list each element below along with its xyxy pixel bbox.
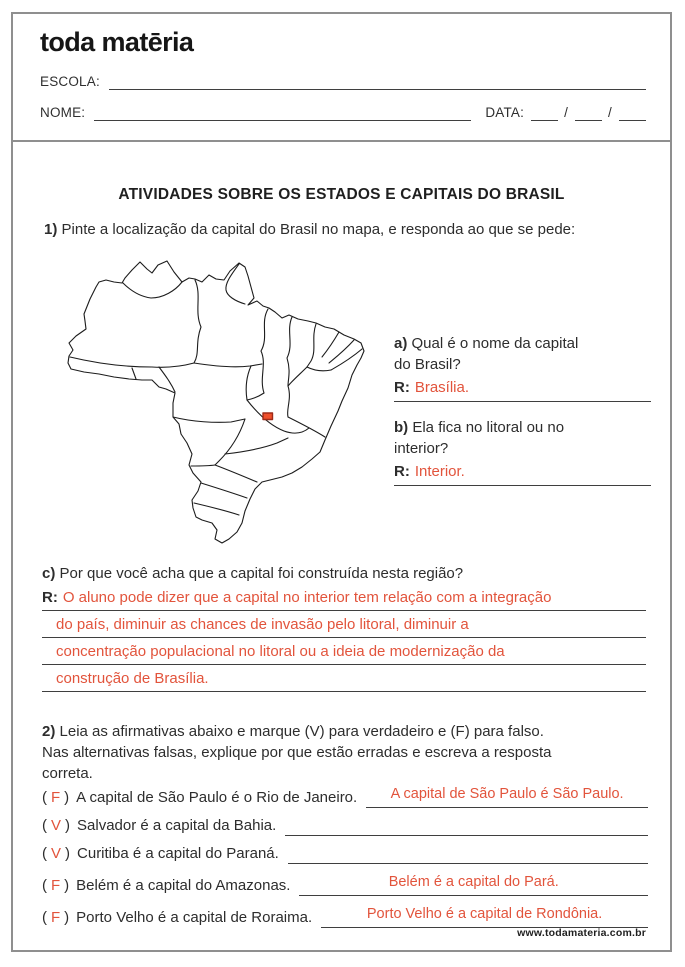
- question-2-line1: [42, 721, 658, 742]
- answer-b-text: Interior.: [414, 463, 465, 480]
- vf-correction-line-3: [288, 861, 648, 864]
- name-write-line: [94, 106, 471, 121]
- question-a-number: a): [394, 335, 408, 352]
- vf-statement-4: Belém é a capital do Amazonas.: [76, 877, 291, 894]
- answer-a-r-label: R:: [394, 379, 410, 396]
- header-box: [11, 12, 672, 142]
- paren-open: (: [42, 817, 47, 834]
- question-2-text1: Leia as afirmativas abaixo e marque (V) para verdadeiro e (F) para falso.: [59, 723, 544, 740]
- vf-statement-1: A capital de São Paulo é o Rio de Janeiro.: [76, 789, 358, 806]
- question-2-line2: Nas alternativas falsas, explique por que estão erradas e escreva a resposta: [42, 744, 552, 761]
- question-2-line3: correta.: [42, 765, 93, 782]
- vf-item-1: [42, 783, 648, 808]
- answer-c-text-1: O aluno pode dizer que a capital no interior tem relação com a integração: [62, 589, 552, 606]
- question-1-text: Pinte a localização da capital do Brasil no mapa, e responda ao que se pede:: [61, 221, 576, 238]
- vf-correction-line-4: [299, 871, 648, 896]
- date-year-line: [619, 106, 646, 121]
- vf-mark-4: F: [51, 877, 61, 894]
- paren-close: ): [65, 845, 71, 862]
- brazil-outline: [68, 261, 364, 543]
- school-label: ESCOLA:: [40, 74, 100, 89]
- answer-c-r-label: R:: [42, 589, 58, 606]
- worksheet-title: ATIVIDADES SOBRE OS ESTADOS E CAPITAIS DO BRASIL: [118, 186, 565, 203]
- answer-c-line-2: [42, 611, 646, 638]
- vf-item-4: [42, 871, 648, 896]
- paren-open: (: [42, 909, 47, 926]
- question-a-text1: Qual é o nome da capital: [411, 335, 579, 352]
- question-b: [394, 417, 651, 486]
- paren-close: ): [64, 909, 70, 926]
- paren-close: ): [64, 877, 70, 894]
- question-2: [42, 721, 658, 784]
- question-c: [42, 564, 646, 692]
- name-label: NOME:: [40, 105, 86, 120]
- question-b-line1: [394, 417, 651, 438]
- answer-c-text-3: concentração populacional no litoral ou a ideia de modernização da: [56, 643, 505, 660]
- brazil-map: [55, 251, 377, 547]
- paren-open: (: [42, 789, 47, 806]
- question-a-line2: do Brasil?: [394, 356, 461, 373]
- vf-item-3: [42, 843, 648, 864]
- question-1: [44, 219, 656, 240]
- paren-close: ): [65, 817, 71, 834]
- vf-correction-line-2: [285, 833, 648, 836]
- true-false-list: [42, 783, 648, 935]
- question-a-line1: [394, 333, 651, 354]
- answer-c-text-4: construção de Brasília.: [56, 670, 209, 687]
- question-1-number: 1): [44, 221, 58, 238]
- date-slash: /: [564, 105, 569, 120]
- question-c-question: Por que você acha que a capital foi construída nesta região?: [59, 565, 464, 582]
- question-c-text: [42, 564, 646, 584]
- vf-correction-1: A capital de São Paulo é São Paulo.: [390, 786, 624, 802]
- answer-c-text-2: do país, diminuir as chances de invasão pelo litoral, diminuir a: [56, 616, 469, 633]
- answer-b-r-label: R:: [394, 463, 410, 480]
- date-slash: /: [608, 105, 612, 120]
- answer-c-line-1: [42, 584, 646, 611]
- date-day-line: [531, 106, 558, 121]
- school-write-line: [109, 75, 646, 90]
- school-field-row: [40, 74, 646, 90]
- paren-open: (: [42, 845, 47, 862]
- question-c-number: c): [42, 565, 56, 582]
- question-2-number: 2): [42, 723, 56, 740]
- map-questions-column: [394, 333, 651, 486]
- vf-mark-2: V: [51, 817, 62, 834]
- vf-mark-3: V: [51, 845, 62, 862]
- paren-open: (: [42, 877, 47, 894]
- vf-correction-line-1: [366, 783, 648, 808]
- vf-statement-3: Curitiba é a capital do Paraná.: [77, 845, 279, 862]
- brasilia-marker: [263, 413, 273, 420]
- paren-close: ): [64, 789, 70, 806]
- question-a: [394, 333, 651, 402]
- vf-correction-line-5: [321, 903, 648, 928]
- vf-item-5: [42, 903, 648, 928]
- activity-box: [11, 140, 672, 952]
- vf-correction-5: Porto Velho é a capital de Rondônia.: [366, 906, 603, 922]
- date-label: DATA:: [485, 105, 525, 120]
- vf-mark-1: F: [51, 789, 61, 806]
- name-date-row: [40, 105, 646, 121]
- answer-a-line: [394, 377, 651, 402]
- site-url: www.todamateria.com.br: [517, 927, 646, 939]
- answer-b-line: [394, 461, 651, 486]
- date-month-line: [575, 106, 602, 121]
- vf-statement-5: Porto Velho é a capital de Roraima.: [76, 909, 313, 926]
- vf-correction-4: Belém é a capital do Pará.: [388, 874, 559, 890]
- answer-a-text: Brasília.: [414, 379, 470, 396]
- question-b-line2: interior?: [394, 440, 449, 457]
- answer-c-line-3: [42, 638, 646, 665]
- vf-statement-2: Salvador é a capital da Bahia.: [77, 817, 277, 834]
- vf-item-2: [42, 815, 648, 836]
- answer-c-line-4: [42, 665, 646, 692]
- toda-materia-logo: toda matēria: [40, 27, 194, 57]
- vf-mark-5: F: [51, 909, 61, 926]
- question-b-text1: Ela fica no litoral ou no: [412, 419, 565, 436]
- question-b-number: b): [394, 419, 409, 436]
